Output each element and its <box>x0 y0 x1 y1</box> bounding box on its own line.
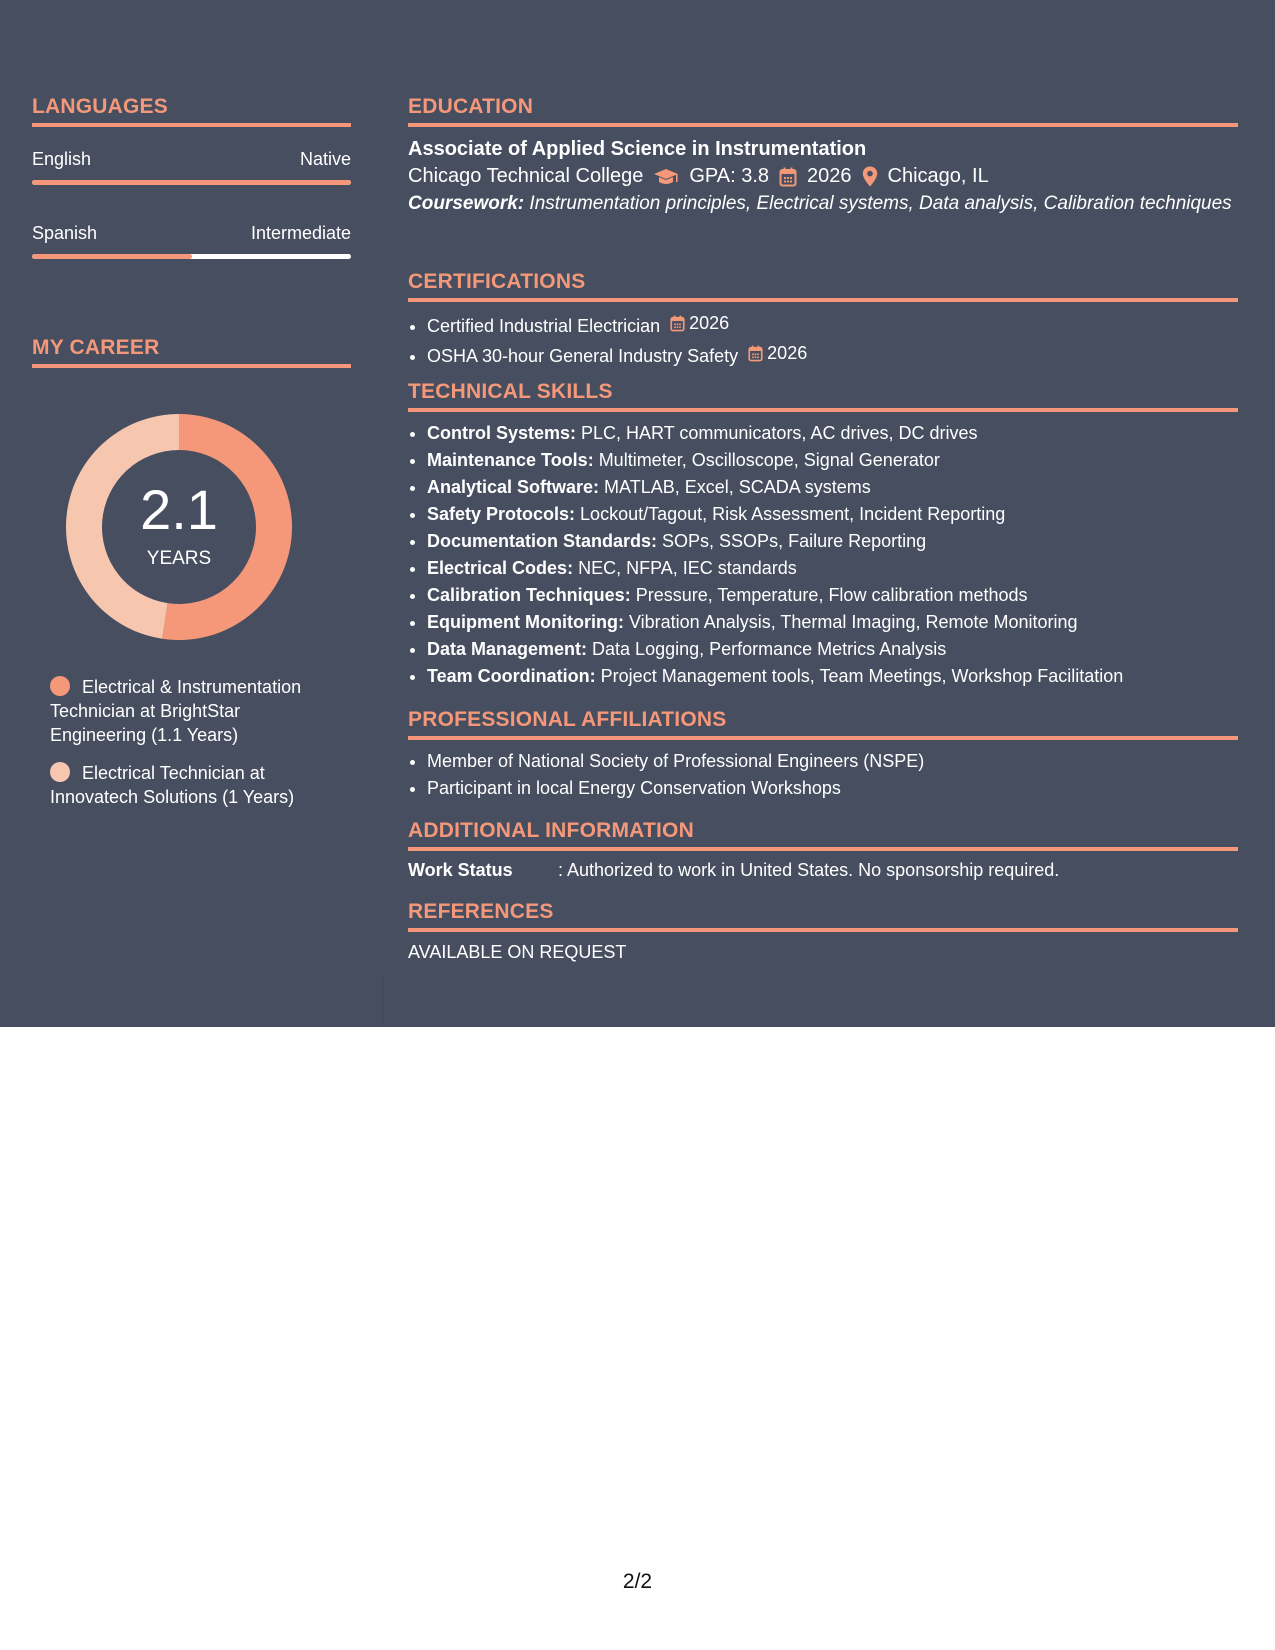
skill-category: Safety Protocols: <box>427 504 576 524</box>
additional-info-section <box>408 819 1238 881</box>
certification-year: 2026 <box>767 343 808 363</box>
technical-skills-section <box>408 380 1238 690</box>
references-section <box>408 900 1238 963</box>
language-proficiency-bar <box>32 254 351 259</box>
skill-category: Maintenance Tools: <box>427 450 594 470</box>
career-heading: MY CAREER <box>32 336 351 368</box>
certification-name: OSHA 30-hour General Industry Safety <box>427 346 739 366</box>
graduation-cap-icon <box>653 168 679 186</box>
calendar-icon <box>748 345 763 362</box>
skill-values: PLC, HART communicators, AC drives, DC drives <box>576 423 978 443</box>
education-heading: EDUCATION <box>408 95 1238 127</box>
additional-info-heading: ADDITIONAL INFORMATION <box>408 819 1238 851</box>
skill-item <box>427 582 1238 609</box>
skill-item <box>427 420 1238 447</box>
skill-category: Control Systems: <box>427 423 577 443</box>
skill-values: NEC, NFPA, IEC standards <box>573 558 797 578</box>
skill-item <box>427 636 1238 663</box>
skill-values: MATLAB, Excel, SCADA systems <box>599 477 871 497</box>
career-donut-chart <box>66 414 292 640</box>
skill-values: Pressure, Temperature, Flow calibration methods <box>630 585 1028 605</box>
language-proficiency-bar <box>32 180 351 185</box>
legend-dot <box>50 676 70 696</box>
skill-values: Vibration Analysis, Thermal Imaging, Remote Monitoring <box>623 612 1078 632</box>
skill-item <box>427 447 1238 474</box>
map-pin-icon <box>862 166 878 187</box>
page-number: 2/2 <box>622 1570 653 1593</box>
calendar-icon <box>670 315 685 332</box>
languages-heading: LANGUAGES <box>32 95 351 127</box>
school-location: Chicago, IL <box>887 165 989 187</box>
legend-dot <box>50 762 70 782</box>
gpa: GPA: 3.8 <box>689 165 770 187</box>
career-total-years: 2.1 <box>140 478 218 541</box>
coursework <box>408 192 1238 216</box>
skill-values: Multimeter, Oscilloscope, Signal Generator <box>593 450 940 470</box>
legend-item <box>50 675 340 747</box>
skill-item <box>427 474 1238 501</box>
language-name: English <box>32 149 92 169</box>
certifications-list <box>408 310 1238 370</box>
affiliations-heading: PROFESSIONAL AFFILIATIONS <box>408 708 1238 740</box>
degree-title: Associate of Applied Science in Instrumentation <box>408 138 867 160</box>
skill-item <box>427 501 1238 528</box>
skill-item <box>427 663 1238 690</box>
technical-skills-list <box>408 420 1238 690</box>
education-section <box>408 95 1238 216</box>
language-name: Spanish <box>32 223 98 243</box>
certification-year: 2026 <box>689 313 730 333</box>
affiliations-list <box>408 748 1238 802</box>
references-text: AVAILABLE ON REQUEST <box>408 942 627 962</box>
skill-category: Calibration Techniques: <box>427 585 631 605</box>
skill-values: Project Management tools, Team Meetings, Workshop Facilitation <box>595 666 1124 686</box>
certification-name: Certified Industrial Electrician <box>427 316 661 336</box>
legend-label: Electrical Technician at Innovatech Solutions (1 Years) <box>50 763 295 807</box>
language-item-spanish <box>32 223 351 259</box>
skill-category: Analytical Software: <box>427 477 600 497</box>
skill-category: Data Management: <box>427 639 588 659</box>
legend-item <box>50 761 340 809</box>
legend-label: Electrical & Instrumentation Technician at BrightStar Engineering (1.1 Years) <box>50 677 302 745</box>
education-details <box>408 165 1238 188</box>
graduation-year: 2026 <box>807 165 852 187</box>
list-item <box>427 340 1238 370</box>
certifications-section <box>408 270 1238 370</box>
work-status-value: : Authorized to work in United States. No sponsorship required. <box>558 860 1060 880</box>
language-item-english <box>32 149 351 185</box>
column-separator <box>382 975 383 1027</box>
skill-category: Equipment Monitoring: <box>427 612 624 632</box>
skill-values: Data Logging, Performance Metrics Analysis <box>587 639 947 659</box>
coursework-list: Instrumentation principles, Electrical systems, Data analysis, Calibration techniques <box>524 193 1232 214</box>
affiliations-section <box>408 708 1238 802</box>
coursework-label: Coursework: <box>408 193 525 214</box>
career-legend <box>50 675 340 823</box>
skill-values: SOPs, SSOPs, Failure Reporting <box>657 531 927 551</box>
skill-item <box>427 609 1238 636</box>
list-item <box>427 310 1238 340</box>
language-level: Native <box>299 149 351 169</box>
school-name: Chicago Technical College <box>408 165 644 187</box>
language-level: Intermediate <box>250 223 351 243</box>
skill-category: Team Coordination: <box>427 666 596 686</box>
skill-category: Documentation Standards: <box>427 531 658 551</box>
list-item: • Participant in local Energy Conservation Workshops <box>427 775 1238 802</box>
career-years-unit: YEARS <box>146 548 212 569</box>
work-status-label: Work Status <box>408 860 513 880</box>
technical-skills-heading: TECHNICAL SKILLS <box>408 380 1238 412</box>
calendar-icon <box>779 167 797 187</box>
skill-item <box>427 555 1238 582</box>
skill-item <box>427 528 1238 555</box>
references-heading: REFERENCES <box>408 900 1238 932</box>
career-section <box>32 336 351 368</box>
language-proficiency-fill <box>32 180 351 185</box>
certifications-heading: CERTIFICATIONS <box>408 270 1238 302</box>
list-item: • Member of National Society of Professional Engineers (NSPE) <box>427 748 1238 775</box>
language-proficiency-fill <box>32 254 192 259</box>
work-status-row <box>408 860 1238 881</box>
skill-values: Lockout/Tagout, Risk Assessment, Incident Reporting <box>575 504 1006 524</box>
languages-section <box>32 95 351 259</box>
skill-category: Electrical Codes: <box>427 558 574 578</box>
